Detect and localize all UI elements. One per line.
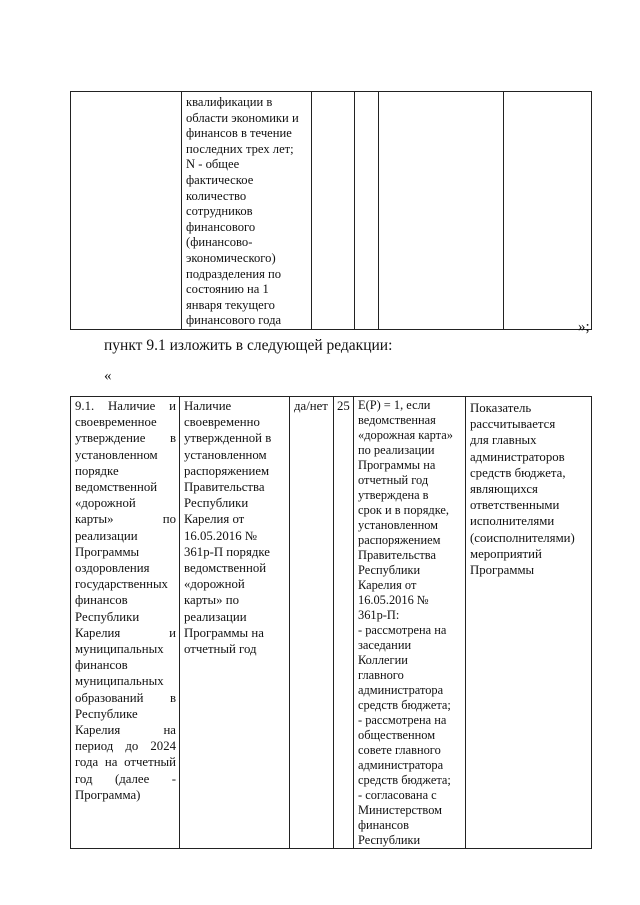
table-cell-c1 xyxy=(71,92,182,330)
opening-quote: « xyxy=(104,368,112,384)
table-cell-weight xyxy=(334,397,354,849)
cell-text: да/нет xyxy=(294,399,328,413)
closing-quote: »; xyxy=(578,319,590,335)
table-cell-comment xyxy=(466,397,592,849)
table-top-fragment xyxy=(70,91,592,330)
table-cell-formula xyxy=(354,397,466,849)
table-row xyxy=(71,92,592,330)
table-cell-c6 xyxy=(504,92,592,330)
table-cell-definition xyxy=(180,397,290,849)
cell-text: квалификации в области экономики и финансов в течение последних трех лет; N - общее фактическое количество сотрудников финансового (финансово- экономического) подразделения по состоянию на 1 января текущего финансового года xyxy=(186,95,299,328)
cell-text xyxy=(71,92,181,95)
table-new-edition xyxy=(70,396,592,849)
table-cell-indicator-name xyxy=(71,397,180,849)
table-row xyxy=(71,397,592,849)
table-cell-c4 xyxy=(355,92,379,330)
cell-text: Показатель рассчитывается для главных администраторов средств бюджета, являющихся ответственными исполнителями (соисполнителями) мероприятий Программы xyxy=(470,401,575,578)
table-cell-unit xyxy=(290,397,334,849)
table-cell-c5 xyxy=(379,92,504,330)
cell-text: Наличие своевременно утвержденной в установленном распоряжением Правительства Республики Карелия от 16.05.2016 № 361р-П порядке ведомственной «дорожной карты» по реализации Программы на отчетный год xyxy=(184,399,272,657)
cell-text: Е(Р) = 1, если ведомственная «дорожная карта» по реализации Программы на отчетный год утверждена в срок и в порядке, установленном распоряжением Правительства Республики Карелия от 16.05.2016 № 361р-П: - рассмотрена на заседании Коллегии главного администратора средств бюджета; - рассмотрена на общественном совете главного администратора средств бюджета; - согласована с Министерством финансов Республики xyxy=(358,398,453,847)
cell-text xyxy=(312,92,354,95)
cell-text xyxy=(504,92,591,95)
cell-text: 25 xyxy=(337,399,350,413)
cell-text xyxy=(355,92,378,95)
cell-text xyxy=(379,92,503,95)
table-cell-c2 xyxy=(182,92,312,330)
cell-text: 9.1. Наличие и своевременное утверждение в установленном порядке ведомственной «дорожной карты» по реализации Программы оздоровления государственных финансов Республики Карелия и муниципальных финансов муниципальных образований в Республике Карелия на период до 2024 года на отчетный год (далее - Программа) xyxy=(75,399,176,802)
instruction-text: пункт 9.1 изложить в следующей редакции: xyxy=(104,337,393,354)
table-cell-c3 xyxy=(312,92,355,330)
